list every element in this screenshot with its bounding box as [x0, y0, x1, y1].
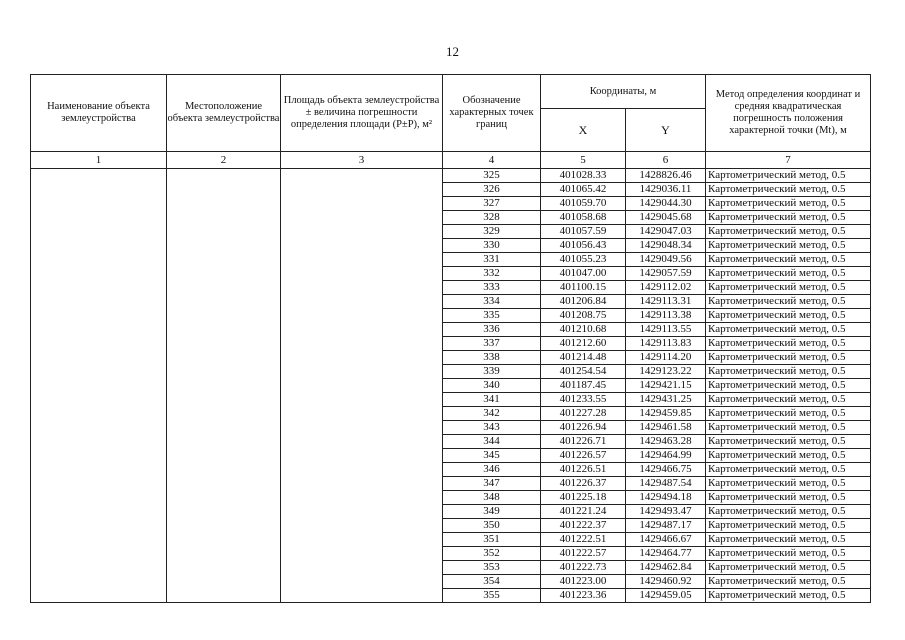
y-cell: 1429459.85: [626, 407, 706, 421]
method-cell: Картометрический метод, 0.5: [706, 197, 871, 211]
method-cell: Картометрический метод, 0.5: [706, 533, 871, 547]
method-cell: Картометрический метод, 0.5: [706, 323, 871, 337]
method-cell: Картометрический метод, 0.5: [706, 309, 871, 323]
x-cell: 401233.55: [541, 393, 626, 407]
y-cell: 1429044.30: [626, 197, 706, 211]
point-cell: 339: [443, 365, 541, 379]
point-cell: 341: [443, 393, 541, 407]
x-cell: 401055.23: [541, 253, 626, 267]
method-cell: Картометрический метод, 0.5: [706, 561, 871, 575]
point-cell: 326: [443, 183, 541, 197]
column-number: 2: [167, 152, 281, 169]
y-cell: 1429114.20: [626, 351, 706, 365]
column-number: 1: [31, 152, 167, 169]
point-cell: 345: [443, 449, 541, 463]
method-cell: Картометрический метод, 0.5: [706, 281, 871, 295]
y-cell: 1429113.55: [626, 323, 706, 337]
y-cell: 1429431.25: [626, 393, 706, 407]
y-cell: 1429113.83: [626, 337, 706, 351]
y-cell: 1429113.38: [626, 309, 706, 323]
point-cell: 346: [443, 463, 541, 477]
x-cell: 401065.42: [541, 183, 626, 197]
method-cell: Картометрический метод, 0.5: [706, 505, 871, 519]
column-number: 4: [443, 152, 541, 169]
y-cell: 1429459.05: [626, 589, 706, 603]
x-cell: 401226.57: [541, 449, 626, 463]
table-body: [31, 169, 871, 603]
point-cell: 340: [443, 379, 541, 393]
point-cell: 349: [443, 505, 541, 519]
x-cell: 401223.36: [541, 589, 626, 603]
y-cell: 1429057.59: [626, 267, 706, 281]
method-cell: Картометрический метод, 0.5: [706, 435, 871, 449]
method-cell: Картометрический метод, 0.5: [706, 351, 871, 365]
y-cell: 1429036.11: [626, 183, 706, 197]
point-cell: 325: [443, 169, 541, 183]
y-cell: 1429463.28: [626, 435, 706, 449]
x-cell: 401222.37: [541, 519, 626, 533]
x-cell: 401057.59: [541, 225, 626, 239]
point-cell: 331: [443, 253, 541, 267]
x-cell: 401227.28: [541, 407, 626, 421]
y-cell: 1429112.02: [626, 281, 706, 295]
point-cell: 335: [443, 309, 541, 323]
point-cell: 344: [443, 435, 541, 449]
point-cell: 334: [443, 295, 541, 309]
method-cell: Картометрический метод, 0.5: [706, 379, 871, 393]
method-cell: Картометрический метод, 0.5: [706, 169, 871, 183]
table-row: [31, 169, 871, 183]
method-cell: Картометрический метод, 0.5: [706, 575, 871, 589]
y-cell: 1429464.77: [626, 547, 706, 561]
column-number: 3: [281, 152, 443, 169]
method-cell: Картометрический метод, 0.5: [706, 547, 871, 561]
method-cell: Картометрический метод, 0.5: [706, 589, 871, 603]
header-point-designation: Обозначение характерных точек границ: [443, 75, 541, 152]
y-cell: 1429462.84: [626, 561, 706, 575]
point-cell: 336: [443, 323, 541, 337]
point-cell: 327: [443, 197, 541, 211]
location-cell: [167, 169, 281, 603]
x-cell: 401223.00: [541, 575, 626, 589]
y-cell: 1429045.68: [626, 211, 706, 225]
method-cell: Картометрический метод, 0.5: [706, 225, 871, 239]
point-cell: 330: [443, 239, 541, 253]
header-object-name: Наименование объекта землеустройства: [31, 75, 167, 152]
method-cell: Картометрический метод, 0.5: [706, 267, 871, 281]
y-cell: 1429421.15: [626, 379, 706, 393]
x-cell: 401222.51: [541, 533, 626, 547]
method-cell: Картометрический метод, 0.5: [706, 449, 871, 463]
header-coordinates: Координаты, м: [541, 75, 706, 109]
point-cell: 354: [443, 575, 541, 589]
x-cell: 401212.60: [541, 337, 626, 351]
y-cell: 1429466.67: [626, 533, 706, 547]
point-cell: 348: [443, 491, 541, 505]
point-cell: 333: [443, 281, 541, 295]
point-cell: 328: [443, 211, 541, 225]
point-cell: 355: [443, 589, 541, 603]
point-cell: 350: [443, 519, 541, 533]
x-cell: 401187.45: [541, 379, 626, 393]
point-cell: 347: [443, 477, 541, 491]
x-cell: 401206.84: [541, 295, 626, 309]
point-cell: 353: [443, 561, 541, 575]
method-cell: Картометрический метод, 0.5: [706, 463, 871, 477]
column-number: 6: [626, 152, 706, 169]
method-cell: Картометрический метод, 0.5: [706, 477, 871, 491]
x-cell: 401226.94: [541, 421, 626, 435]
method-cell: Картометрический метод, 0.5: [706, 365, 871, 379]
x-cell: 401222.73: [541, 561, 626, 575]
x-cell: 401058.68: [541, 211, 626, 225]
method-cell: Картометрический метод, 0.5: [706, 421, 871, 435]
method-cell: Картометрический метод, 0.5: [706, 295, 871, 309]
x-cell: 401100.15: [541, 281, 626, 295]
x-cell: 401059.70: [541, 197, 626, 211]
y-cell: 1429123.22: [626, 365, 706, 379]
y-cell: 1429461.58: [626, 421, 706, 435]
x-cell: 401225.18: [541, 491, 626, 505]
point-cell: 351: [443, 533, 541, 547]
object-name-cell: [31, 169, 167, 603]
method-cell: Картометрический метод, 0.5: [706, 253, 871, 267]
point-cell: 352: [443, 547, 541, 561]
x-cell: 401210.68: [541, 323, 626, 337]
x-cell: 401047.00: [541, 267, 626, 281]
y-cell: 1428826.46: [626, 169, 706, 183]
header-location: Местоположение объекта землеустройства: [167, 75, 281, 152]
x-cell: 401226.37: [541, 477, 626, 491]
y-cell: 1429113.31: [626, 295, 706, 309]
point-cell: 332: [443, 267, 541, 281]
point-cell: 329: [443, 225, 541, 239]
point-cell: 342: [443, 407, 541, 421]
page-number: 12: [446, 44, 459, 59]
y-cell: 1429049.56: [626, 253, 706, 267]
x-cell: 401208.75: [541, 309, 626, 323]
x-cell: 401221.24: [541, 505, 626, 519]
x-cell: 401214.48: [541, 351, 626, 365]
header-x: X: [541, 109, 626, 152]
column-number: 7: [706, 152, 871, 169]
y-cell: 1429487.17: [626, 519, 706, 533]
x-cell: 401028.33: [541, 169, 626, 183]
y-cell: 1429493.47: [626, 505, 706, 519]
x-cell: 401254.54: [541, 365, 626, 379]
method-cell: Картометрический метод, 0.5: [706, 211, 871, 225]
y-cell: 1429494.18: [626, 491, 706, 505]
y-cell: 1429460.92: [626, 575, 706, 589]
method-cell: Картометрический метод, 0.5: [706, 407, 871, 421]
method-cell: Картометрический метод, 0.5: [706, 491, 871, 505]
header-y: Y: [626, 109, 706, 152]
y-cell: 1429466.75: [626, 463, 706, 477]
header-area: Площадь объекта землеустройства ± величина погрешности определения площади (P±P), м²: [281, 75, 443, 152]
coordinates-table: [30, 74, 871, 603]
point-cell: 343: [443, 421, 541, 435]
x-cell: 401226.71: [541, 435, 626, 449]
x-cell: 401056.43: [541, 239, 626, 253]
header-method: Метод определения координат и средняя квадратическая погрешность положения характерной точки (Mt), м: [706, 75, 871, 152]
point-cell: 337: [443, 337, 541, 351]
method-cell: Картометрический метод, 0.5: [706, 393, 871, 407]
area-cell: [281, 169, 443, 603]
y-cell: 1429464.99: [626, 449, 706, 463]
x-cell: 401226.51: [541, 463, 626, 477]
y-cell: 1429487.54: [626, 477, 706, 491]
method-cell: Картометрический метод, 0.5: [706, 337, 871, 351]
method-cell: Картометрический метод, 0.5: [706, 519, 871, 533]
y-cell: 1429048.34: [626, 239, 706, 253]
x-cell: 401222.57: [541, 547, 626, 561]
column-number: 5: [541, 152, 626, 169]
point-cell: 338: [443, 351, 541, 365]
method-cell: Картометрический метод, 0.5: [706, 183, 871, 197]
method-cell: Картометрический метод, 0.5: [706, 239, 871, 253]
y-cell: 1429047.03: [626, 225, 706, 239]
